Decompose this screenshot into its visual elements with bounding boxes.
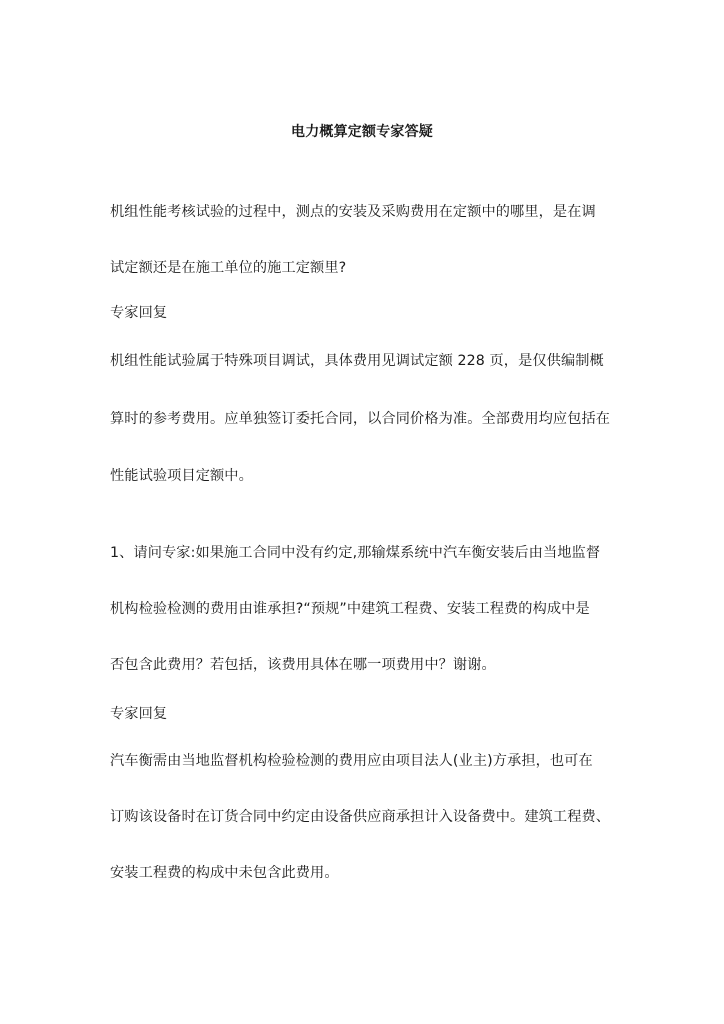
question-1-line-1: 机组性能考核试验的过程中，测点的安装及采购费用在定额中的哪里，是在调 — [110, 204, 596, 220]
question-2-line-2: 机构检验检测的费用由谁承担?“预规”中建筑工程费、安装工程费的构成中是 — [110, 601, 590, 617]
question-2-line-3: 否包含此费用？若包括，该费用具体在哪一项费用中？谢谢。 — [110, 657, 496, 673]
answer-2-line-1: 汽车衡需由当地监督机构检验检测的费用应由项目法人(业主)方承担，也可在 — [110, 753, 593, 769]
answer-1-line-1: 机组性能试验属于特殊项目调试，具体费用见调试定额 228 页，是仅供编制概 — [110, 353, 604, 369]
answer-2-heading: 专家回复 — [110, 706, 168, 722]
document-title: 电力概算定额专家答疑 — [291, 124, 433, 140]
answer-1-heading: 专家回复 — [110, 305, 168, 321]
answer-1-line-3: 性能试验项目定额中。 — [110, 468, 253, 484]
answer-2-line-3: 安装工程费的构成中未包含此费用。 — [110, 865, 339, 881]
answer-2-line-2: 订购该设备时在订货合同中约定由设备供应商承担计入设备费中。建筑工程费、 — [110, 809, 611, 825]
question-2-line-1: 1、请问专家:如果施工合同中没有约定,那输煤系统中汽车衡安装后由当地监督 — [110, 545, 601, 561]
question-1-line-2: 试定额还是在施工单位的施工定额里? — [110, 260, 347, 276]
answer-1-line-2: 算时的参考费用。应单独签订委托合同，以合同价格为准。全部费用均应包括在 — [110, 411, 611, 427]
